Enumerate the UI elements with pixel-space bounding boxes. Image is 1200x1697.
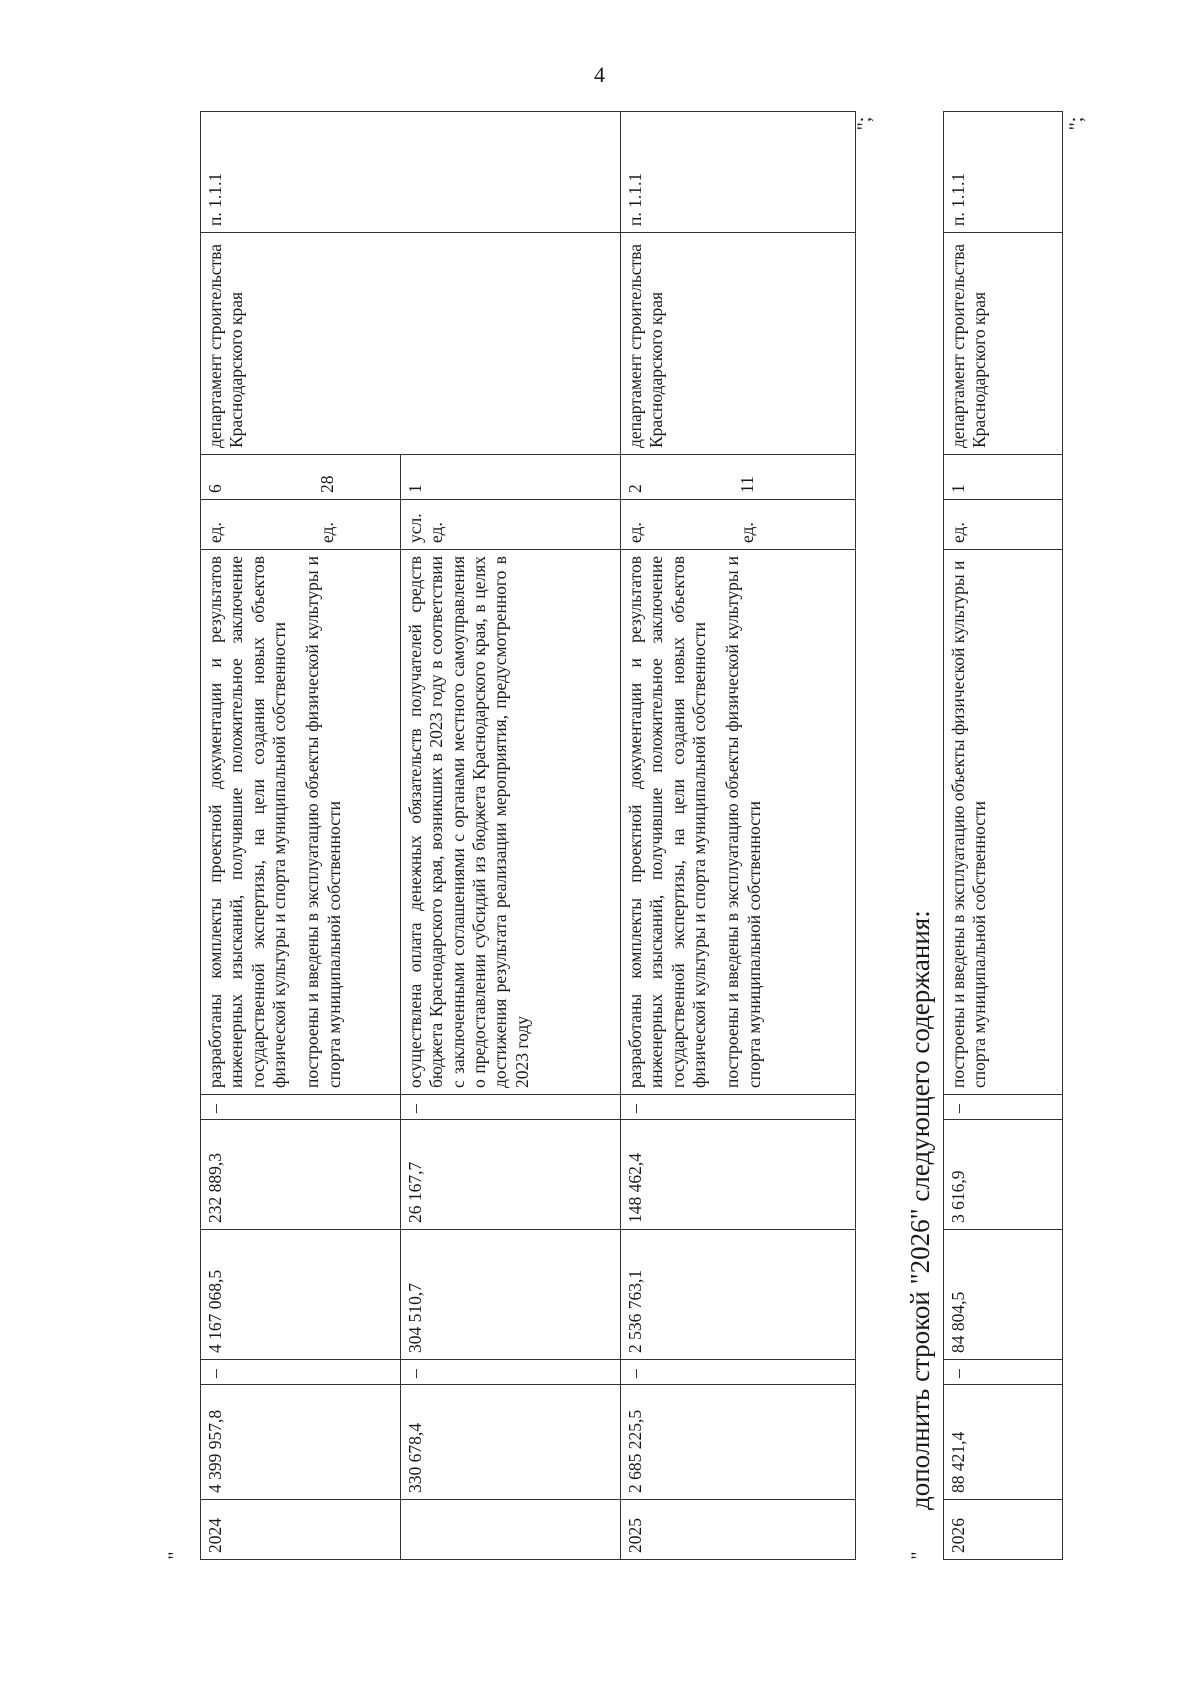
table-row <box>621 112 856 1560</box>
opening-quote: " <box>164 1551 187 1560</box>
local-cell: 26 167,7 <box>401 1120 621 1230</box>
federal-cell: – <box>201 1360 401 1385</box>
other-cell: – <box>621 1095 856 1120</box>
result-cell <box>621 550 856 1095</box>
total-cell: 4 399 957,8 <box>201 1385 401 1500</box>
reference-cell: п. 1.1.1 <box>201 112 621 233</box>
regional-cell: 84 804,5 <box>944 1230 1063 1360</box>
funding-table-2026 <box>943 112 1063 1560</box>
year-cell: 2026 <box>944 1500 1063 1560</box>
executor-cell: департамент строительства Краснодарского края <box>944 233 1063 455</box>
result-cell: построены и введены в эксплуатацию объекты физической культуры и спорта муниципальной собственности <box>944 550 1063 1095</box>
other-cell: – <box>944 1095 1063 1120</box>
unit-cell: ед. <box>944 500 1063 550</box>
federal-cell: – <box>944 1360 1063 1385</box>
executor-cell: департамент строительства Краснодарского края <box>621 233 856 455</box>
regional-cell: 4 167 068,5 <box>201 1230 401 1360</box>
other-cell: – <box>201 1095 401 1120</box>
value-cell <box>201 455 401 500</box>
funding-table <box>200 112 855 1560</box>
unit-text: ед. <box>625 522 645 543</box>
closing-quote-2: "; <box>1065 116 1088 131</box>
unit-text: ед. <box>737 522 758 543</box>
unit-text: ед. <box>317 522 338 543</box>
table-row <box>944 112 1063 1560</box>
unit-cell: усл. ед. <box>401 500 621 550</box>
value-text: 6 <box>205 484 225 493</box>
federal-cell: – <box>401 1360 621 1385</box>
regional-cell: 304 510,7 <box>401 1230 621 1360</box>
total-cell: 330 678,4 <box>401 1385 621 1500</box>
regional-cell: 2 536 763,1 <box>621 1230 856 1360</box>
result-text: разработаны комплекты проектной документации и результатов инженерных изысканий, получившие положительное заключение государственной экспертизы, на цели создания новых объектов физической культуры и спорта муниципальной собственности <box>625 556 710 1088</box>
continuation-paragraph: дополнить строкой "2026" следующего содержания: <box>905 910 935 1510</box>
local-cell: 3 616,9 <box>944 1120 1063 1230</box>
unit-text: ед. <box>205 522 225 543</box>
year-cell: 2025 <box>621 1500 856 1560</box>
result-cell <box>201 550 401 1095</box>
reference-cell: п. 1.1.1 <box>944 112 1063 233</box>
result-cell: осуществлена оплата денежных обязательств получателей средств бюджета Краснодарского края, возникших в 2023 году в соответствии с заключенными соглашениями с органами местного самоуправления о предоставлении субсидий из бюджета Краснодарского края, в целях достижения результата реализации мероприятия, предусмотренного в 2023 году <box>401 550 621 1095</box>
unit-cell <box>201 500 401 550</box>
total-cell: 88 421,4 <box>944 1385 1063 1500</box>
executor-cell: департамент строительства Краснодарского края <box>201 233 621 455</box>
year-cell: 2024 <box>201 1500 401 1560</box>
total-cell: 2 685 225,5 <box>621 1385 856 1500</box>
reference-cell: п. 1.1.1 <box>621 112 856 233</box>
local-cell: 232 889,3 <box>201 1120 401 1230</box>
value-cell <box>621 455 856 500</box>
page-number: 4 <box>594 62 605 87</box>
other-cell: – <box>401 1095 621 1120</box>
closing-quote: "; <box>853 116 876 131</box>
result-text: разработаны комплекты проектной документации и результатов инженерных изысканий, получившие положительное заключение государственной экспертизы, на цели создания новых объектов физической культуры и спорта муниципальной собственности <box>205 556 290 1088</box>
unit-cell <box>621 500 856 550</box>
result-text: построены и введены в эксплуатацию объекты физической культуры и спорта муниципальной собственности <box>302 556 344 1088</box>
value-text: 2 <box>625 484 645 493</box>
value-text: 28 <box>317 475 338 493</box>
value-text: 11 <box>737 476 758 493</box>
year-cell <box>401 1500 621 1560</box>
result-text: построены и введены в эксплуатацию объекты физической культуры и спорта муниципальной собственности <box>722 556 764 1088</box>
local-cell: 148 462,4 <box>621 1120 856 1230</box>
value-cell: 1 <box>944 455 1063 500</box>
table-row <box>201 112 401 1560</box>
value-cell: 1 <box>401 455 621 500</box>
federal-cell: – <box>621 1360 856 1385</box>
opening-quote-2: " <box>907 1551 930 1560</box>
